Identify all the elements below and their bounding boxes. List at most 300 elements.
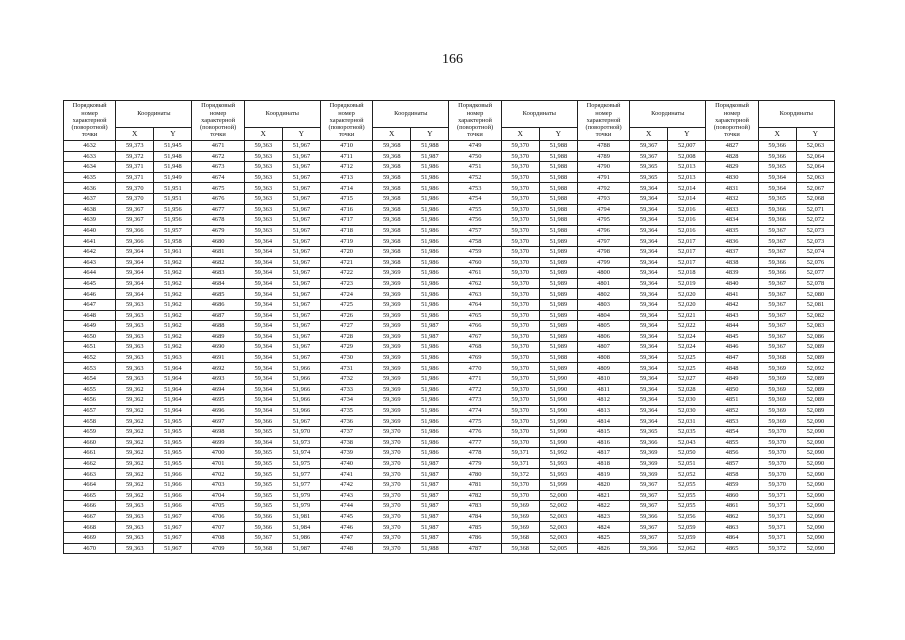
x-coordinate-cell: 59,365 xyxy=(244,427,282,438)
y-coordinate-cell: 51,986 xyxy=(411,225,449,236)
point-number-cell: 4643 xyxy=(64,257,116,268)
point-number-cell: 4715 xyxy=(320,193,372,204)
x-coordinate-cell: 59,364 xyxy=(630,215,668,226)
point-number-cell: 4662 xyxy=(64,458,116,469)
x-coordinate-cell: 59,366 xyxy=(244,522,282,533)
table-row xyxy=(64,268,835,279)
y-coordinate-cell: 51,965 xyxy=(154,427,192,438)
point-number-cell: 4640 xyxy=(64,225,116,236)
y-coordinate-cell: 51,989 xyxy=(539,310,577,321)
y-coordinate-cell: 51,986 xyxy=(411,374,449,385)
x-coordinate-cell: 59,364 xyxy=(630,246,668,257)
x-coordinate-cell: 59,370 xyxy=(758,448,796,459)
y-coordinate-cell: 51,962 xyxy=(154,299,192,310)
x-coordinate-cell: 59,370 xyxy=(373,427,411,438)
y-coordinate-cell: 51,963 xyxy=(154,352,192,363)
x-coordinate-cell: 59,366 xyxy=(758,215,796,226)
x-coordinate-cell: 59,368 xyxy=(373,183,411,194)
y-coordinate-cell: 51,989 xyxy=(539,257,577,268)
y-coordinate-cell: 51,987 xyxy=(411,522,449,533)
x-coordinate-cell: 59,366 xyxy=(758,141,796,152)
x-coordinate-cell: 59,364 xyxy=(244,405,282,416)
x-coordinate-cell: 59,368 xyxy=(758,352,796,363)
point-number-cell: 4855 xyxy=(706,437,758,448)
y-coordinate-cell: 52,086 xyxy=(796,331,834,342)
point-number-cell: 4720 xyxy=(320,246,372,257)
point-number-cell: 4664 xyxy=(64,480,116,491)
y-coordinate-cell: 51,993 xyxy=(539,458,577,469)
point-number-cell: 4737 xyxy=(320,427,372,438)
x-coordinate-cell: 59,363 xyxy=(116,310,154,321)
table-row xyxy=(64,183,835,194)
x-coordinate-cell: 59,364 xyxy=(244,246,282,257)
y-coordinate-cell: 51,986 xyxy=(411,427,449,438)
x-coordinate-cell: 59,369 xyxy=(373,363,411,374)
x-coordinate-cell: 59,370 xyxy=(373,458,411,469)
point-number-cell: 4651 xyxy=(64,342,116,353)
point-number-cell: 4683 xyxy=(192,268,244,279)
x-coordinate-cell: 59,364 xyxy=(244,321,282,332)
point-number-cell: 4754 xyxy=(449,193,501,204)
y-coordinate-cell: 51,965 xyxy=(154,416,192,427)
point-number-cell: 4658 xyxy=(64,416,116,427)
x-coordinate-cell: 59,366 xyxy=(758,257,796,268)
x-coordinate-cell: 59,370 xyxy=(758,427,796,438)
point-number-cell: 4803 xyxy=(577,299,629,310)
x-coordinate-cell: 59,364 xyxy=(244,268,282,279)
point-number-cell: 4816 xyxy=(577,437,629,448)
table-row xyxy=(64,352,835,363)
y-coordinate-cell: 51,964 xyxy=(154,374,192,385)
x-coordinate-cell: 59,364 xyxy=(630,193,668,204)
point-number-cell: 4846 xyxy=(706,342,758,353)
x-coordinate-cell: 59,364 xyxy=(630,310,668,321)
y-coordinate-cell: 52,030 xyxy=(668,395,706,406)
point-number-cell: 4835 xyxy=(706,225,758,236)
point-number-cell: 4742 xyxy=(320,480,372,491)
y-coordinate-cell: 52,090 xyxy=(796,501,834,512)
x-coordinate-cell: 59,370 xyxy=(758,437,796,448)
point-number-cell: 4722 xyxy=(320,268,372,279)
x-column-header: X xyxy=(501,128,539,141)
y-coordinate-cell: 51,967 xyxy=(282,246,320,257)
point-number-cell: 4845 xyxy=(706,331,758,342)
y-coordinate-cell: 52,068 xyxy=(796,193,834,204)
y-coordinate-cell: 51,986 xyxy=(411,437,449,448)
y-coordinate-cell: 51,988 xyxy=(539,183,577,194)
x-coordinate-cell: 59,370 xyxy=(501,183,539,194)
point-number-cell: 4854 xyxy=(706,427,758,438)
point-number-header: Порядковый номер характерной (поворотной) точки xyxy=(706,101,758,141)
table-row xyxy=(64,204,835,215)
y-coordinate-cell: 52,019 xyxy=(668,278,706,289)
y-coordinate-cell: 52,018 xyxy=(668,268,706,279)
x-coordinate-cell: 59,368 xyxy=(373,236,411,247)
y-coordinate-cell: 51,986 xyxy=(411,289,449,300)
point-number-cell: 4726 xyxy=(320,310,372,321)
y-coordinate-cell: 51,989 xyxy=(539,363,577,374)
point-number-cell: 4686 xyxy=(192,299,244,310)
point-number-cell: 4670 xyxy=(64,543,116,554)
point-number-cell: 4786 xyxy=(449,532,501,543)
point-number-cell: 4757 xyxy=(449,225,501,236)
point-number-cell: 4668 xyxy=(64,522,116,533)
y-coordinate-cell: 51,987 xyxy=(411,490,449,501)
x-coordinate-cell: 59,367 xyxy=(116,215,154,226)
y-coordinate-cell: 52,043 xyxy=(668,437,706,448)
x-coordinate-cell: 59,362 xyxy=(116,416,154,427)
x-coordinate-cell: 59,365 xyxy=(630,162,668,173)
y-coordinate-cell: 52,005 xyxy=(539,543,577,554)
y-coordinate-cell: 51,988 xyxy=(539,141,577,152)
y-coordinate-cell: 52,055 xyxy=(668,480,706,491)
x-coordinate-cell: 59,364 xyxy=(630,374,668,385)
y-coordinate-cell: 51,986 xyxy=(411,246,449,257)
point-number-cell: 4793 xyxy=(577,193,629,204)
x-coordinate-cell: 59,370 xyxy=(501,321,539,332)
point-number-cell: 4794 xyxy=(577,204,629,215)
x-coordinate-cell: 59,367 xyxy=(758,310,796,321)
point-number-cell: 4644 xyxy=(64,268,116,279)
point-number-cell: 4775 xyxy=(449,416,501,427)
y-coordinate-cell: 51,957 xyxy=(154,225,192,236)
y-coordinate-cell: 51,987 xyxy=(411,469,449,480)
y-coordinate-cell: 51,986 xyxy=(411,278,449,289)
point-number-cell: 4733 xyxy=(320,384,372,395)
point-number-cell: 4709 xyxy=(192,543,244,554)
point-number-cell: 4680 xyxy=(192,236,244,247)
y-coordinate-cell: 51,966 xyxy=(154,480,192,491)
y-coordinate-cell: 51,988 xyxy=(539,151,577,162)
x-coordinate-cell: 59,364 xyxy=(758,183,796,194)
x-coordinate-cell: 59,371 xyxy=(501,458,539,469)
point-number-cell: 4753 xyxy=(449,183,501,194)
point-number-cell: 4853 xyxy=(706,416,758,427)
x-column-header: X xyxy=(116,128,154,141)
point-number-cell: 4746 xyxy=(320,522,372,533)
point-number-cell: 4679 xyxy=(192,225,244,236)
x-coordinate-cell: 59,371 xyxy=(758,522,796,533)
x-coordinate-cell: 59,364 xyxy=(630,183,668,194)
x-coordinate-cell: 59,369 xyxy=(758,405,796,416)
table-row xyxy=(64,193,835,204)
y-coordinate-cell: 51,988 xyxy=(539,193,577,204)
x-coordinate-cell: 59,367 xyxy=(244,532,282,543)
point-number-cell: 4698 xyxy=(192,427,244,438)
y-coordinate-cell: 51,966 xyxy=(154,501,192,512)
x-coordinate-cell: 59,369 xyxy=(501,501,539,512)
x-coordinate-cell: 59,370 xyxy=(501,162,539,173)
y-coordinate-cell: 52,090 xyxy=(796,448,834,459)
point-number-cell: 4717 xyxy=(320,215,372,226)
y-coordinate-cell: 52,089 xyxy=(796,395,834,406)
point-number-cell: 4761 xyxy=(449,268,501,279)
point-number-cell: 4863 xyxy=(706,522,758,533)
table-row xyxy=(64,532,835,543)
x-coordinate-cell: 59,364 xyxy=(630,416,668,427)
table-row xyxy=(64,225,835,236)
point-number-cell: 4744 xyxy=(320,501,372,512)
y-coordinate-cell: 51,964 xyxy=(154,405,192,416)
point-number-cell: 4741 xyxy=(320,469,372,480)
y-coordinate-cell: 51,987 xyxy=(411,511,449,522)
x-coordinate-cell: 59,365 xyxy=(244,458,282,469)
y-coordinate-cell: 51,986 xyxy=(411,162,449,173)
point-number-cell: 4669 xyxy=(64,532,116,543)
point-number-cell: 4752 xyxy=(449,172,501,183)
x-coordinate-cell: 59,363 xyxy=(116,299,154,310)
x-coordinate-cell: 59,367 xyxy=(758,331,796,342)
x-coordinate-cell: 59,370 xyxy=(501,151,539,162)
point-number-cell: 4657 xyxy=(64,405,116,416)
x-coordinate-cell: 59,370 xyxy=(501,331,539,342)
x-coordinate-cell: 59,370 xyxy=(116,183,154,194)
x-coordinate-cell: 59,369 xyxy=(373,395,411,406)
x-column-header: X xyxy=(630,128,668,141)
point-number-cell: 4807 xyxy=(577,342,629,353)
table-row xyxy=(64,236,835,247)
y-column-header: Y xyxy=(411,128,449,141)
x-coordinate-cell: 59,370 xyxy=(501,416,539,427)
x-coordinate-cell: 59,365 xyxy=(244,490,282,501)
point-number-cell: 4694 xyxy=(192,384,244,395)
point-number-cell: 4740 xyxy=(320,458,372,469)
y-coordinate-cell: 51,977 xyxy=(282,480,320,491)
y-coordinate-cell: 52,052 xyxy=(668,469,706,480)
y-coordinate-cell: 51,967 xyxy=(282,289,320,300)
x-coordinate-cell: 59,363 xyxy=(244,172,282,183)
x-coordinate-cell: 59,362 xyxy=(116,427,154,438)
x-coordinate-cell: 59,367 xyxy=(630,532,668,543)
point-number-cell: 4666 xyxy=(64,501,116,512)
x-coordinate-cell: 59,366 xyxy=(630,437,668,448)
x-coordinate-cell: 59,364 xyxy=(630,395,668,406)
y-coordinate-cell: 51,989 xyxy=(539,321,577,332)
y-coordinate-cell: 51,948 xyxy=(154,151,192,162)
y-coordinate-cell: 51,986 xyxy=(411,204,449,215)
y-coordinate-cell: 51,967 xyxy=(282,225,320,236)
point-number-cell: 4688 xyxy=(192,321,244,332)
table-row xyxy=(64,522,835,533)
point-number-cell: 4735 xyxy=(320,405,372,416)
y-coordinate-cell: 51,967 xyxy=(282,193,320,204)
point-number-header: Порядковый номер характерной (поворотной) точки xyxy=(449,101,501,141)
x-coordinate-cell: 59,363 xyxy=(244,141,282,152)
point-number-cell: 4789 xyxy=(577,151,629,162)
y-coordinate-cell: 51,956 xyxy=(154,215,192,226)
x-coordinate-cell: 59,370 xyxy=(501,299,539,310)
point-number-cell: 4702 xyxy=(192,469,244,480)
x-coordinate-cell: 59,370 xyxy=(373,543,411,554)
x-coordinate-cell: 59,366 xyxy=(116,225,154,236)
x-coordinate-cell: 59,363 xyxy=(116,374,154,385)
x-coordinate-cell: 59,367 xyxy=(758,321,796,332)
point-number-cell: 4678 xyxy=(192,215,244,226)
x-coordinate-cell: 59,370 xyxy=(501,374,539,385)
point-number-cell: 4809 xyxy=(577,363,629,374)
x-coordinate-cell: 59,371 xyxy=(758,511,796,522)
point-number-cell: 4672 xyxy=(192,151,244,162)
y-coordinate-cell: 52,090 xyxy=(796,480,834,491)
point-number-cell: 4728 xyxy=(320,331,372,342)
x-coordinate-cell: 59,362 xyxy=(116,469,154,480)
point-number-cell: 4755 xyxy=(449,204,501,215)
x-coordinate-cell: 59,364 xyxy=(116,289,154,300)
x-coordinate-cell: 59,362 xyxy=(116,384,154,395)
coordinates-table xyxy=(63,100,835,554)
y-coordinate-cell: 52,020 xyxy=(668,299,706,310)
y-coordinate-cell: 51,945 xyxy=(154,141,192,152)
y-coordinate-cell: 51,975 xyxy=(282,458,320,469)
point-number-cell: 4721 xyxy=(320,257,372,268)
point-number-cell: 4862 xyxy=(706,511,758,522)
y-coordinate-cell: 52,016 xyxy=(668,215,706,226)
point-number-cell: 4811 xyxy=(577,384,629,395)
x-coordinate-cell: 59,367 xyxy=(758,299,796,310)
x-coordinate-cell: 59,370 xyxy=(501,395,539,406)
x-coordinate-cell: 59,369 xyxy=(373,374,411,385)
y-coordinate-cell: 51,989 xyxy=(539,236,577,247)
y-coordinate-cell: 51,951 xyxy=(154,193,192,204)
y-coordinate-cell: 51,967 xyxy=(282,352,320,363)
point-number-cell: 4660 xyxy=(64,437,116,448)
y-coordinate-cell: 51,989 xyxy=(539,289,577,300)
y-coordinate-cell: 52,092 xyxy=(796,363,834,374)
point-number-cell: 4633 xyxy=(64,151,116,162)
x-coordinate-cell: 59,370 xyxy=(373,448,411,459)
point-number-cell: 4731 xyxy=(320,363,372,374)
y-coordinate-cell: 51,986 xyxy=(411,352,449,363)
y-coordinate-cell: 52,055 xyxy=(668,490,706,501)
x-coordinate-cell: 59,364 xyxy=(630,257,668,268)
y-coordinate-cell: 51,967 xyxy=(154,532,192,543)
point-number-cell: 4641 xyxy=(64,236,116,247)
y-coordinate-cell: 52,014 xyxy=(668,193,706,204)
point-number-cell: 4849 xyxy=(706,374,758,385)
y-coordinate-cell: 51,967 xyxy=(282,342,320,353)
point-number-cell: 4764 xyxy=(449,299,501,310)
y-coordinate-cell: 51,967 xyxy=(154,511,192,522)
y-coordinate-cell: 51,967 xyxy=(282,268,320,279)
y-coordinate-cell: 51,966 xyxy=(282,395,320,406)
y-coordinate-cell: 52,017 xyxy=(668,236,706,247)
x-coordinate-cell: 59,370 xyxy=(501,204,539,215)
y-coordinate-cell: 51,965 xyxy=(154,437,192,448)
table-row xyxy=(64,480,835,491)
table-row xyxy=(64,511,835,522)
y-coordinate-cell: 52,071 xyxy=(796,204,834,215)
point-number-cell: 4848 xyxy=(706,363,758,374)
y-coordinate-cell: 52,090 xyxy=(796,469,834,480)
x-coordinate-cell: 59,364 xyxy=(630,236,668,247)
point-number-cell: 4646 xyxy=(64,289,116,300)
point-number-cell: 4749 xyxy=(449,141,501,152)
x-coordinate-cell: 59,365 xyxy=(758,193,796,204)
x-coordinate-cell: 59,365 xyxy=(244,480,282,491)
y-coordinate-cell: 51,987 xyxy=(411,532,449,543)
y-coordinate-cell: 52,025 xyxy=(668,352,706,363)
y-coordinate-cell: 51,989 xyxy=(539,246,577,257)
y-coordinate-cell: 52,051 xyxy=(668,458,706,469)
x-coordinate-cell: 59,367 xyxy=(630,501,668,512)
x-coordinate-cell: 59,370 xyxy=(501,405,539,416)
y-coordinate-cell: 51,987 xyxy=(411,501,449,512)
point-number-cell: 4649 xyxy=(64,321,116,332)
y-coordinate-cell: 51,990 xyxy=(539,395,577,406)
x-coordinate-cell: 59,368 xyxy=(373,225,411,236)
point-number-cell: 4844 xyxy=(706,321,758,332)
point-number-cell: 4865 xyxy=(706,543,758,554)
y-coordinate-cell: 52,077 xyxy=(796,268,834,279)
y-coordinate-cell: 52,089 xyxy=(796,352,834,363)
point-number-cell: 4780 xyxy=(449,469,501,480)
y-coordinate-cell: 51,988 xyxy=(539,215,577,226)
point-number-cell: 4696 xyxy=(192,405,244,416)
table-row xyxy=(64,331,835,342)
x-coordinate-cell: 59,364 xyxy=(116,268,154,279)
y-coordinate-cell: 52,059 xyxy=(668,532,706,543)
point-number-cell: 4781 xyxy=(449,480,501,491)
y-coordinate-cell: 51,990 xyxy=(539,405,577,416)
x-coordinate-cell: 59,369 xyxy=(758,363,796,374)
table-row xyxy=(64,257,835,268)
x-coordinate-cell: 59,371 xyxy=(116,172,154,183)
point-number-cell: 4738 xyxy=(320,437,372,448)
point-number-cell: 4837 xyxy=(706,246,758,257)
table-row xyxy=(64,299,835,310)
point-number-cell: 4723 xyxy=(320,278,372,289)
x-coordinate-cell: 59,367 xyxy=(758,278,796,289)
x-coordinate-cell: 59,363 xyxy=(116,522,154,533)
x-coordinate-cell: 59,364 xyxy=(244,257,282,268)
y-coordinate-cell: 51,988 xyxy=(539,172,577,183)
point-number-cell: 4661 xyxy=(64,448,116,459)
x-coordinate-cell: 59,371 xyxy=(758,501,796,512)
x-coordinate-cell: 59,366 xyxy=(244,416,282,427)
x-coordinate-cell: 59,363 xyxy=(116,511,154,522)
point-number-cell: 4861 xyxy=(706,501,758,512)
point-number-cell: 4769 xyxy=(449,352,501,363)
point-number-cell: 4693 xyxy=(192,374,244,385)
x-coordinate-cell: 59,370 xyxy=(501,141,539,152)
y-coordinate-cell: 51,977 xyxy=(282,469,320,480)
x-coordinate-cell: 59,372 xyxy=(758,543,796,554)
x-coordinate-cell: 59,367 xyxy=(758,342,796,353)
y-coordinate-cell: 51,986 xyxy=(411,395,449,406)
y-coordinate-cell: 52,064 xyxy=(796,162,834,173)
point-number-cell: 4812 xyxy=(577,395,629,406)
point-number-cell: 4799 xyxy=(577,257,629,268)
y-coordinate-cell: 51,966 xyxy=(282,405,320,416)
y-coordinate-cell: 52,016 xyxy=(668,204,706,215)
x-coordinate-cell: 59,362 xyxy=(116,437,154,448)
y-coordinate-cell: 52,081 xyxy=(796,299,834,310)
y-coordinate-cell: 52,089 xyxy=(796,342,834,353)
x-coordinate-cell: 59,363 xyxy=(116,363,154,374)
y-coordinate-cell: 52,063 xyxy=(796,141,834,152)
table-row xyxy=(64,458,835,469)
x-coordinate-cell: 59,371 xyxy=(501,448,539,459)
point-number-cell: 4823 xyxy=(577,511,629,522)
x-coordinate-cell: 59,364 xyxy=(244,236,282,247)
point-number-cell: 4681 xyxy=(192,246,244,257)
y-coordinate-cell: 52,090 xyxy=(796,511,834,522)
table-row xyxy=(64,215,835,226)
point-number-cell: 4713 xyxy=(320,172,372,183)
x-coordinate-cell: 59,363 xyxy=(244,215,282,226)
x-coordinate-cell: 59,364 xyxy=(244,289,282,300)
point-number-cell: 4747 xyxy=(320,532,372,543)
